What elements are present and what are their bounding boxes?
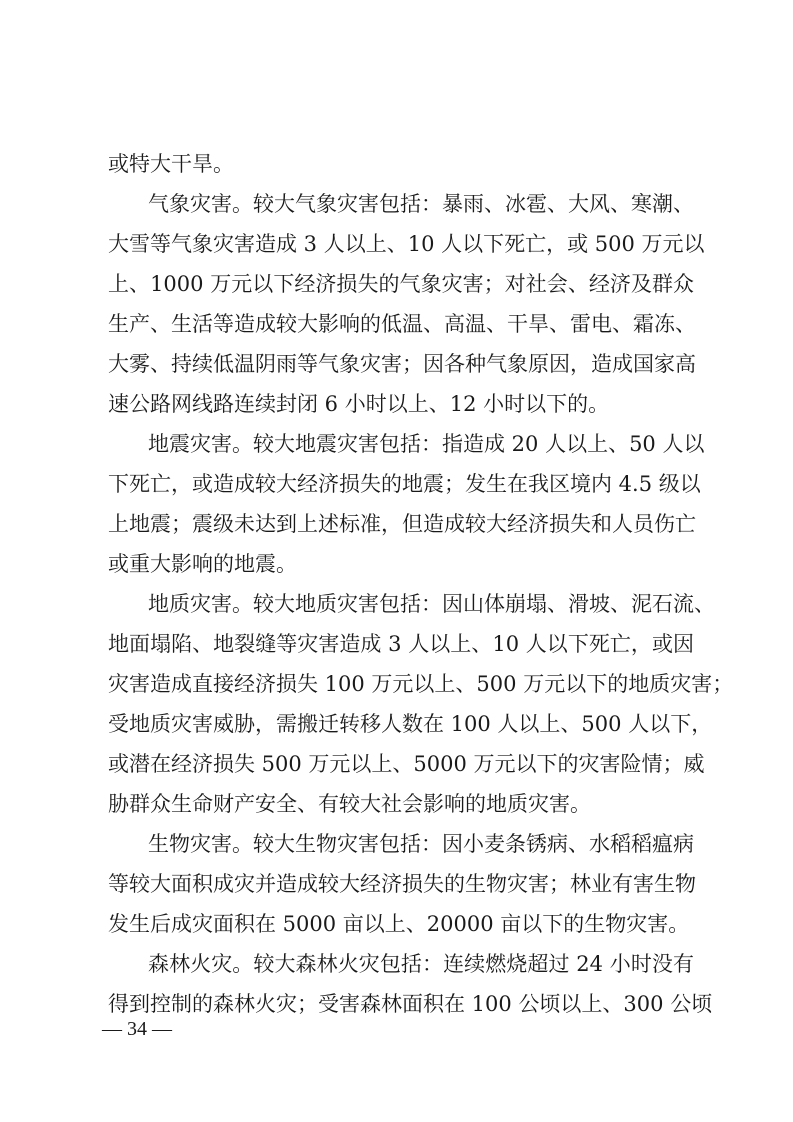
text-line: 胁群众生命财产安全、有较大社会影响的地质灾害。	[108, 792, 591, 816]
paragraph-heading-line: 地质灾害。较大地质灾害包括：因山体崩塌、滑坡、泥石流、	[148, 592, 715, 616]
text-line: 或重大影响的地震。	[108, 552, 297, 576]
text-line: 上、1000 万元以下经济损失的气象灾害；对社会、经济及群众	[108, 272, 694, 296]
text-line: 或特大干旱。	[108, 152, 234, 176]
text-line: 速公路网线路连续封闭 6 小时以上、12 小时以下的。	[108, 392, 610, 416]
paragraph-heading-line: 气象灾害。较大气象灾害包括：暴雨、冰雹、大风、寒潮、	[148, 192, 694, 216]
text-line: 下死亡，或造成较大经济损失的地震；发生在我区境内 4.5 级以	[108, 472, 701, 496]
text-line: 发生后成灾面积在 5000 亩以上、20000 亩以下的生物灾害。	[108, 912, 690, 936]
paragraph-heading-line: 地震灾害。较大地震灾害包括：指造成 20 人以上、50 人以	[148, 432, 705, 456]
text-line: 灾害造成直接经济损失 100 万元以上、500 万元以下的地质灾害；	[108, 672, 734, 696]
text-line: 或潜在经济损失 500 万元以上、5000 万元以下的灾害险情；威	[108, 752, 705, 776]
paragraph-heading-line: 生物灾害。较大生物灾害包括：因小麦条锈病、水稻稻瘟病	[148, 832, 694, 856]
text-line: 等较大面积成灾并造成较大经济损失的生物灾害；林业有害生物	[108, 872, 696, 896]
paragraph-heading-line: 森林火灾。较大森林火灾包括：连续燃烧超过 24 小时没有	[148, 952, 694, 976]
text-line: 大雾、持续低温阴雨等气象灾害；因各种气象原因，造成国家高	[108, 352, 696, 376]
text-line: 大雪等气象灾害造成 3 人以上、10 人以下死亡，或 500 万元以	[108, 232, 705, 256]
page-number: — 34 —	[102, 1018, 172, 1040]
text-line: 受地质灾害威胁，需搬迁转移人数在 100 人以上、500 人以下，	[108, 712, 713, 736]
text-line: 上地震；震级未达到上述标准，但造成较大经济损失和人员伤亡	[108, 512, 696, 536]
text-line: 地面塌陷、地裂缝等灾害造成 3 人以上、10 人以下死亡，或因	[108, 632, 694, 656]
text-line: 生产、生活等造成较大影响的低温、高温、干旱、雷电、霜冻、	[108, 312, 696, 336]
text-line: 得到控制的森林火灾；受害森林面积在 100 公顷以上、300 公顷	[108, 992, 713, 1016]
